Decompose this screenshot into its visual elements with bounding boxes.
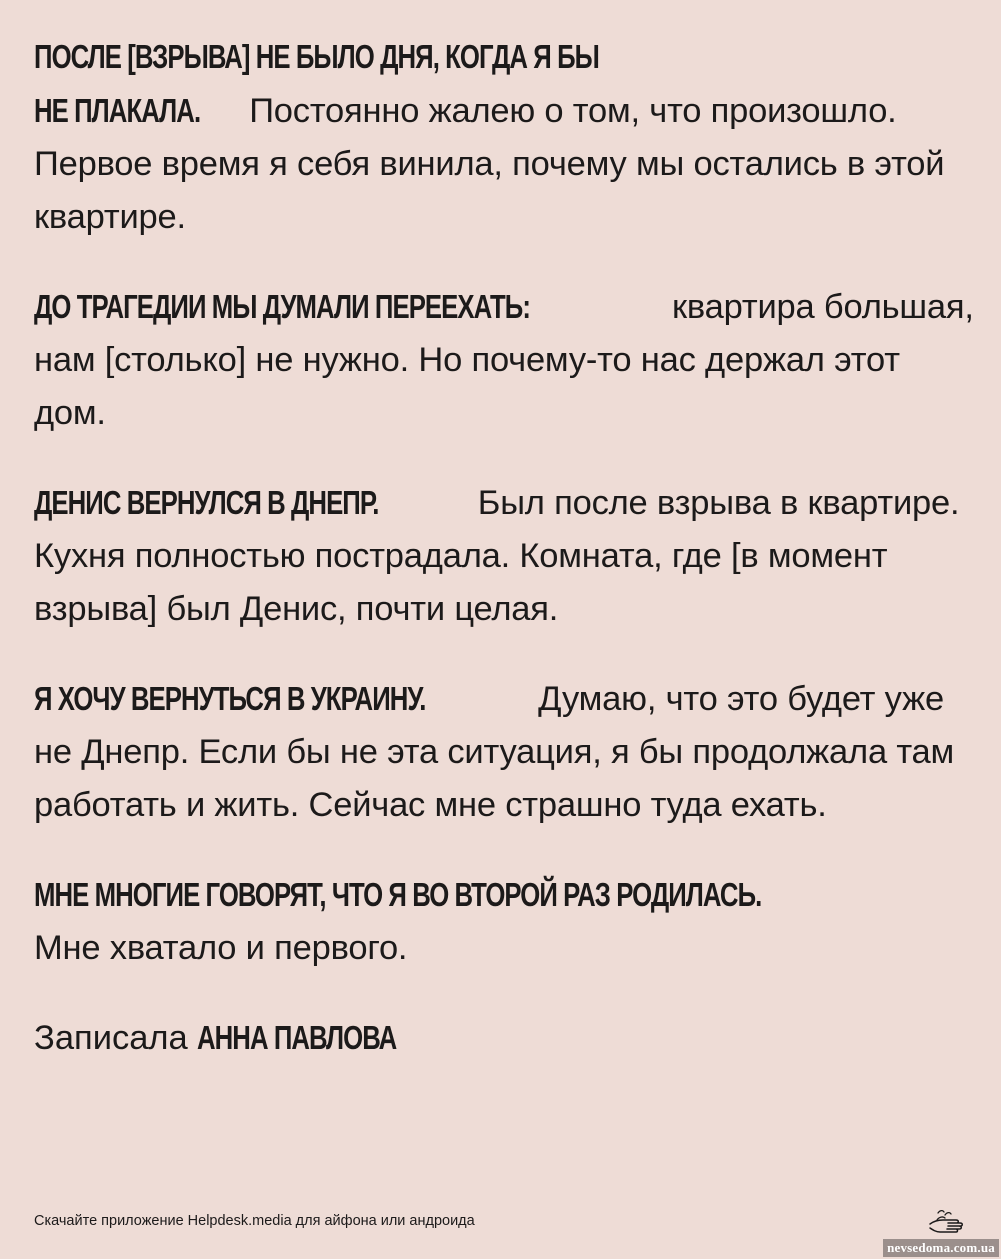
signature-author: АННА ПАВЛОВА bbox=[197, 1019, 397, 1056]
paragraph-4 bbox=[34, 672, 979, 832]
paragraph-1 bbox=[34, 30, 979, 244]
article bbox=[34, 30, 979, 1065]
paragraph-3 bbox=[34, 476, 979, 636]
helpdesk-hand-icon bbox=[926, 1207, 966, 1235]
paragraph-2 bbox=[34, 280, 979, 440]
site-watermark: nevsedoma.com.ua bbox=[883, 1239, 999, 1257]
paragraph-1-lead-line-1: ПОСЛЕ [ВЗРЫВА] НЕ БЫЛО ДНЯ, КОГДА Я БЫ bbox=[34, 38, 599, 75]
signature bbox=[34, 1011, 979, 1065]
paragraph-5 bbox=[34, 868, 979, 975]
paragraph-2-body: квартира большая, нам [столько] не нужно. Но почему-то нас держал этот дом. bbox=[34, 288, 974, 432]
paragraph-5-lead: МНЕ МНОГИЕ ГОВОРЯТ, ЧТО Я ВО ВТОРОЙ РАЗ РОДИЛАСЬ. bbox=[34, 876, 762, 913]
paragraph-4-body: Думаю, что это будет уже не Днепр. Если бы не эта ситуация, я бы продолжала там работать и жить. Сейчас мне страшно туда ехать. bbox=[34, 680, 955, 824]
paragraph-1-body: Постоянно жалею о том, что произошло. Первое время я себя винила, почему мы остались в этой квартире. bbox=[34, 92, 945, 236]
paragraph-2-lead: ДО ТРАГЕДИИ МЫ ДУМАЛИ ПЕРЕЕХАТЬ: bbox=[34, 288, 530, 325]
paragraph-3-lead: ДЕНИС ВЕРНУЛСЯ В ДНЕПР. bbox=[34, 484, 379, 521]
paragraph-4-lead: Я ХОЧУ ВЕРНУТЬСЯ В УКРАИНУ. bbox=[34, 680, 426, 717]
paragraph-3-body: Был после взрыва в квартире. Кухня полностью пострадала. Комната, где [в момент взрыва] был Денис, почти целая. bbox=[34, 484, 960, 628]
app-download-link[interactable]: Скачайте приложение Helpdesk.media для айфона или андроида bbox=[34, 1213, 475, 1229]
footer bbox=[34, 1203, 966, 1239]
signature-label: Записала bbox=[34, 1019, 188, 1057]
paragraph-1-lead-line-2: НЕ ПЛАКАЛА. bbox=[34, 92, 201, 129]
paragraph-5-body: Мне хватало и первого. bbox=[34, 929, 408, 967]
